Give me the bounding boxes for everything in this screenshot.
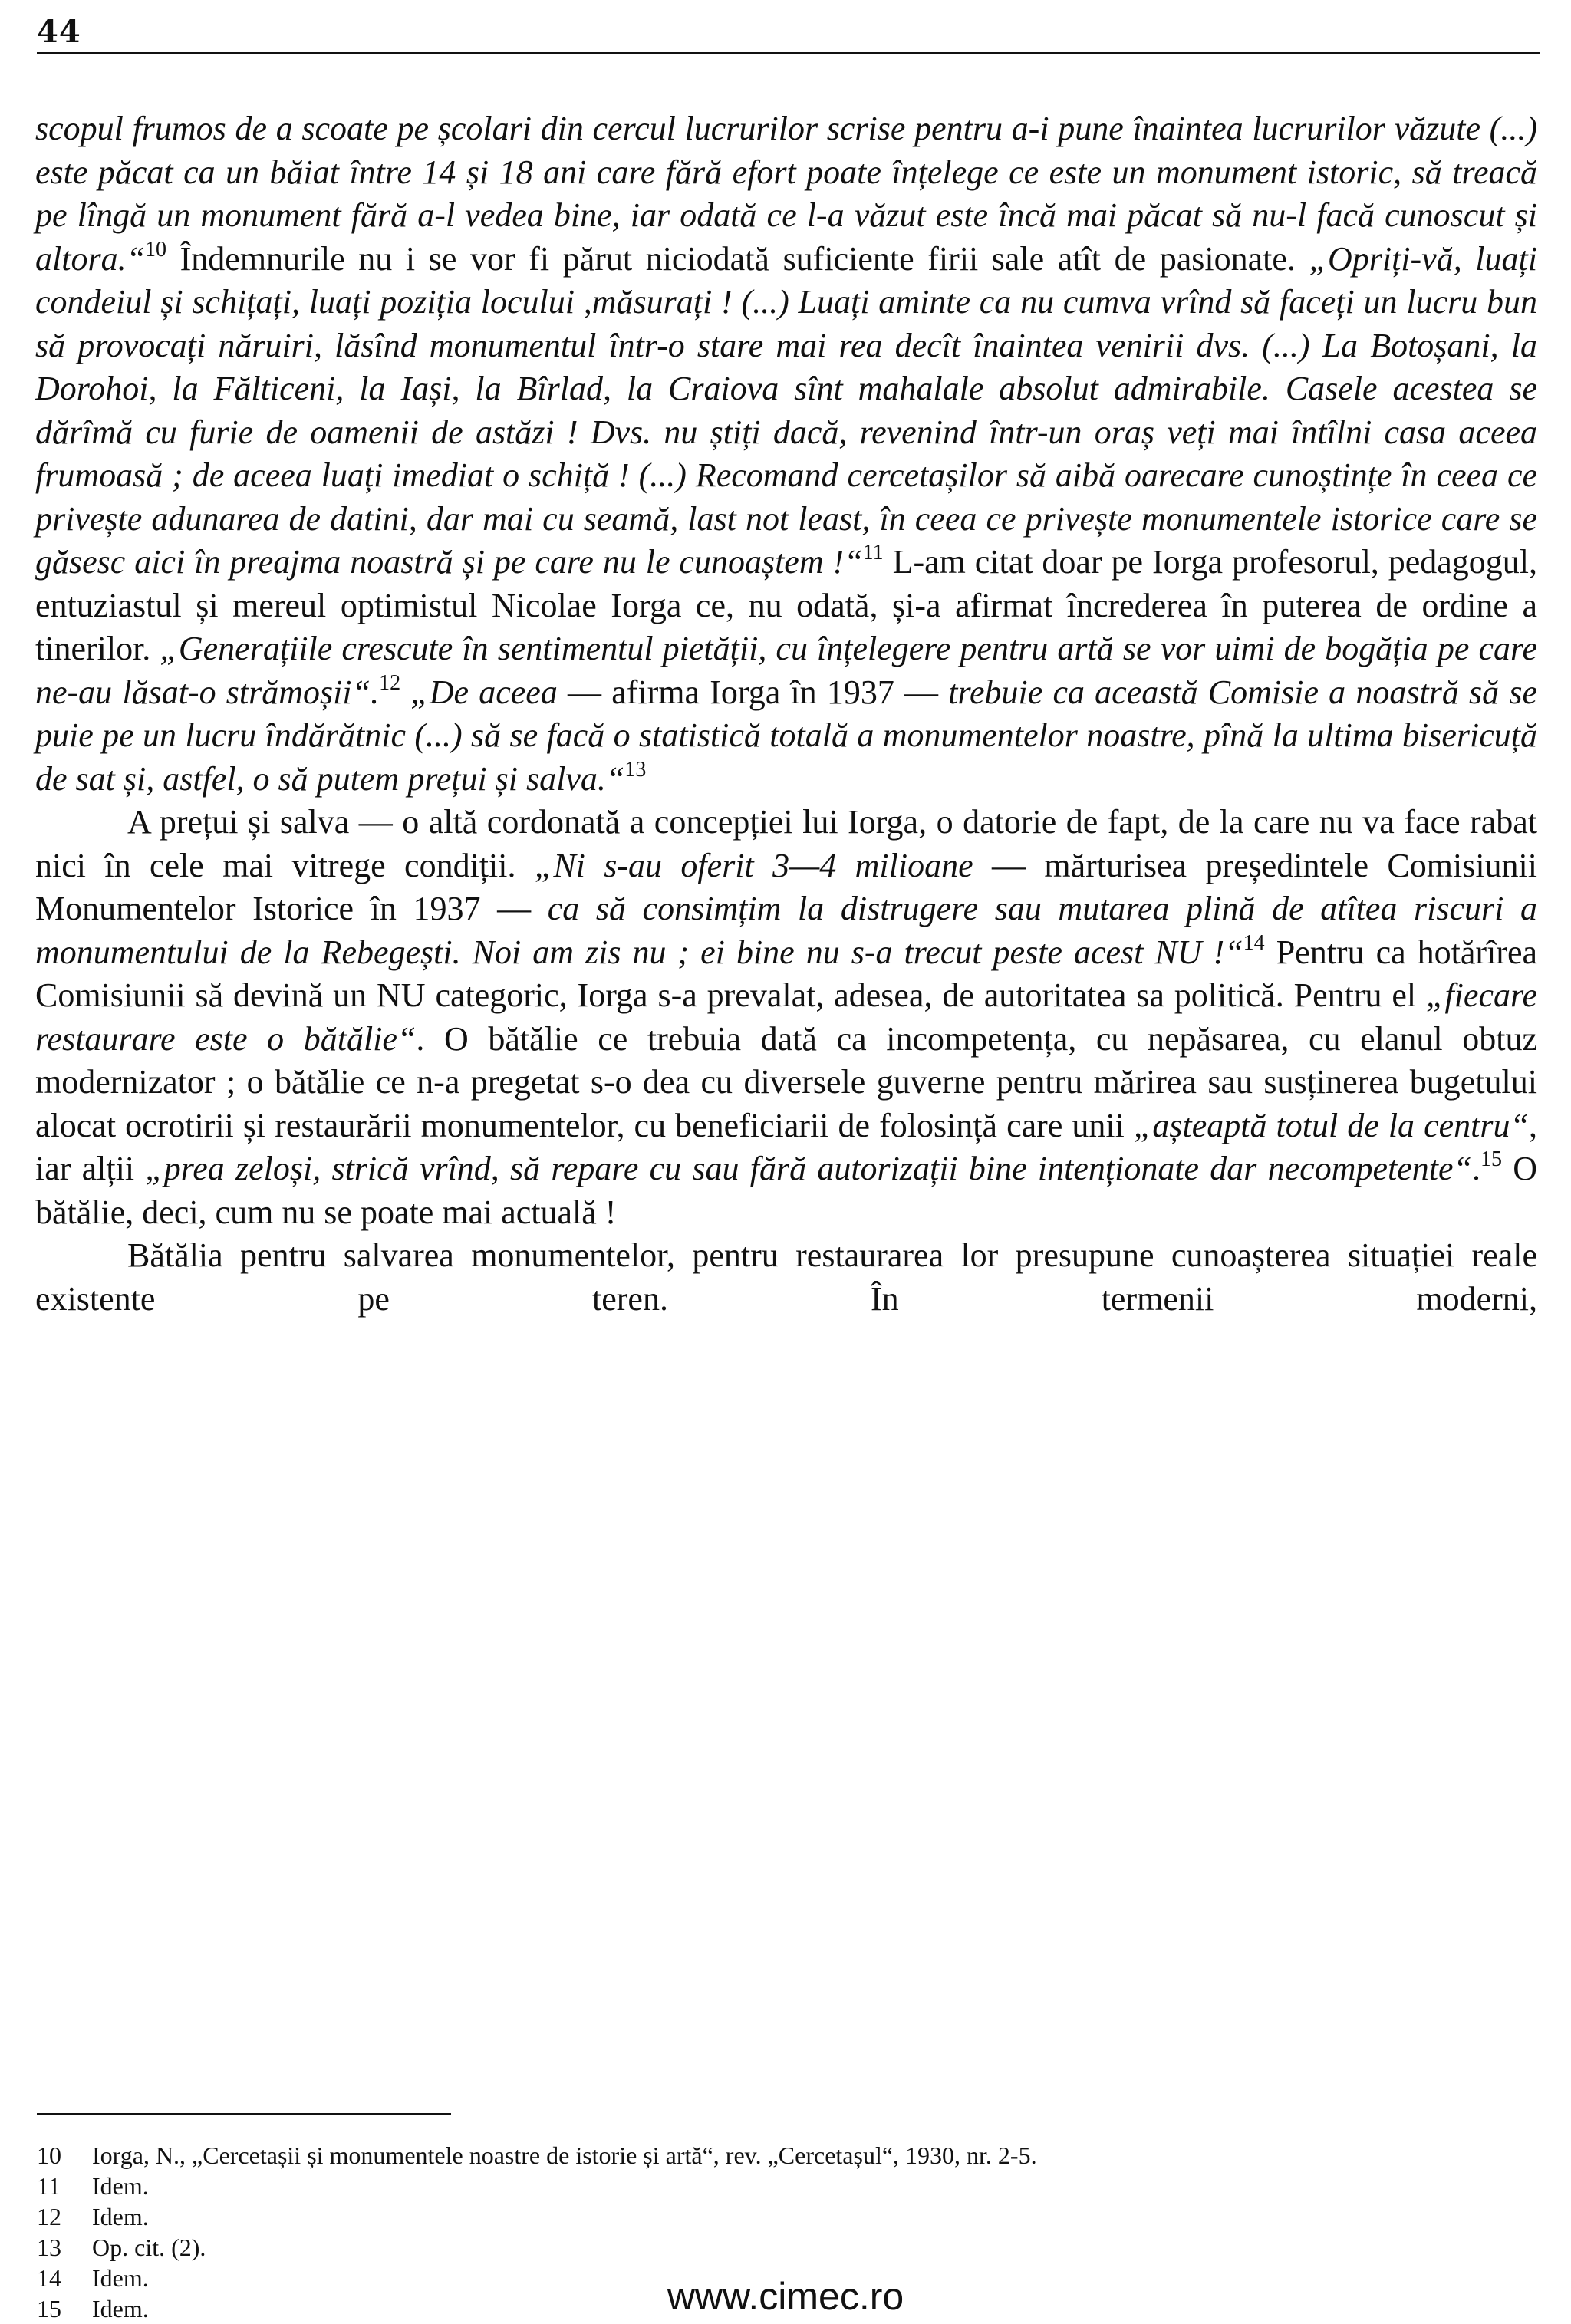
body-sentence: Îndemnurile nu i se vor fi părut niciodată suficiente firii sale atît de pasionate. — [166, 239, 1309, 278]
body-sentence: O bătălie, deci, cum nu se poate mai actuală ! — [35, 1150, 1538, 1231]
body-text — [35, 107, 1537, 1321]
site-url[interactable]: www.cimec.ro — [667, 2275, 904, 2318]
footnote-text: Idem. — [92, 2172, 149, 2200]
body-sentence: , iar alții — [35, 1106, 1537, 1187]
footnote-number: 13 — [37, 2233, 61, 2261]
footnote-number: 10 — [37, 2141, 61, 2169]
footnote-ref[interactable]: 15 — [1480, 1147, 1502, 1171]
footnote-number: 11 — [37, 2172, 61, 2200]
footnote-ref[interactable]: 13 — [624, 757, 647, 782]
footnote-text: Idem. — [92, 2264, 149, 2292]
quote-text: „Opriți-vă, luați condeiul și schițați, luați poziția locului ,măsurați ! (...) Luați aminte ca nu cumva vrînd să faceți un lucru bun să provocați năruiri, lăsînd monumentul într-o stare mai rea decît înaintea venirii dvs. (...) La Botoșani, la Dorohoi, la Fălticeni, la Iași, la Bîrlad, la Craiova sînt mahalale absolut admirabile. Casele acestea se dărîmă cu furie de oamenii de astăzi ! Dvs. nu știți dacă, revenind într-un oraș veți mai întîlni casa aceea frumoasă ; de aceea luați imediat o schiță ! (...) Recomand cercetașilor să aibă oarecare cunoștințe în ceea ce privește adunarea de datini, dar mai cu seamă, last not least, în ceea ce privește monumentele istorice care se găsesc aici în preajma noastră și pe care nu le cunoaștem !“ — [35, 239, 1537, 581]
body-sentence: Bătălia pentru salvarea monumentelor, pentru restaurarea lor presupune cunoașterea situației reale existente pe teren. În termenii moderni, — [35, 1236, 1537, 1318]
footnote-ref[interactable]: 10 — [145, 237, 167, 262]
footnote-number: 14 — [37, 2264, 61, 2292]
quote-text: „Generațiile crescute în sentimentul pietății, cu înțelegere pentru artă se vor uimi de bogăția pe care ne-au lăsat-o strămoșii“. — [35, 630, 1537, 711]
body-sentence: — mărturisea președintele Comisiunii Monumentelor Istorice în 1937 — — [35, 846, 1537, 927]
footnote-text: Idem. — [92, 2203, 149, 2230]
body-sentence: Pentru ca hotărîrea Comisiunii să devină un NU categoric, Iorga s-a prevalat, adesea, de autoritatea sa politică. Pentru el — [35, 933, 1538, 1014]
header-rule — [37, 52, 1540, 54]
quote-text: „Ni s-au oferit 3—4 milioane — [534, 846, 973, 884]
footnote-rule — [37, 2113, 451, 2115]
paragraph-1 — [35, 107, 1537, 801]
footnote-text: Idem. — [92, 2295, 149, 2322]
footnote-11 — [37, 2171, 1533, 2201]
page-number: 44 — [37, 14, 81, 50]
body-sentence: A prețui și salva — o altă cordonată a concepției lui Iorga, o datorie de fapt, de la care nu va face rabat nici în cele mai vitrege condiții. — [35, 803, 1537, 884]
body-sentence: L-am citat doar pe Iorga profesorul, pedagogul, entuziastul și mereul optimistul Nicolae Iorga ce, nu odată, și-a afirmat încrederea în puterea de ordine a tinerilor. — [35, 543, 1538, 667]
footnote-text: Op. cit. (2). — [92, 2233, 206, 2261]
footnote-number: 15 — [37, 2295, 61, 2322]
body-sentence: — afirma Iorga în 1937 — — [557, 673, 949, 711]
body-sentence: . — [1472, 1150, 1480, 1187]
quote-text: „așteaptă totul de la centru“ — [1133, 1106, 1529, 1144]
footnote-ref[interactable]: 12 — [379, 670, 401, 695]
footnote-text: Iorga, N., „Cercetașii și monumentele noastre de istorie și artă“, rev. „Cercetașul“, 1930, nr. 2-5. — [92, 2141, 1037, 2169]
quote-text: scopul frumos de a scoate pe școlari din cercul lucrurilor scrise pentru a-i pune înaintea lucrurilor văzute (...) este păcat ca un băiat între 14 și 18 ani care fără efort poate înțelege ce este un monument istoric, să treacă pe lîngă un monument fără a-l vedea bine, iar odată ce l-a văzut este încă mai păcat să nu-l facă cunoscut și altora.“ — [35, 110, 1537, 278]
footnote-12 — [37, 2201, 1533, 2232]
footnote-ref[interactable]: 14 — [1243, 930, 1265, 955]
footnote-10 — [37, 2140, 1533, 2171]
quote-text: „De aceea — [400, 673, 558, 711]
paragraph-2 — [35, 801, 1537, 1234]
footnote-13 — [37, 2232, 1533, 2263]
quote-text: „prea zeloși, strică vrînd, să repare cu sau fără autorizații bine intenționate dar necompetente“ — [145, 1150, 1472, 1187]
paragraph-3 — [35, 1234, 1537, 1321]
quote-text: trebuie ca această Comisie a noastră să se puie pe un lucru îndărătnic (...) să se facă o statistică totală a monumentelor noastre, pînă la ultima bisericuță de sat și, astfel, o să putem prețui și salva.“ — [35, 673, 1537, 798]
body-sentence: . O bătălie ce trebuia dată ca incompetența, cu nepăsarea, cu elanul obtuz modernizator ; o bătălie ce n-a pregetat s-o dea cu diversele guverne pentru mărirea sau susținerea bugetului alocat ocrotirii și restaurării monumentelor, cu beneficiarii de folosință care unii — [35, 1019, 1537, 1144]
quote-text: „fiecare restaurare este o bătălie“ — [35, 976, 1537, 1058]
quote-text: ca să consimțim la distrugere sau mutarea plină de atîtea riscuri a monumentului de la Rebegești. Noi am zis nu ; ei bine nu s-a trecut peste acest NU !“ — [35, 890, 1537, 971]
footnote-number: 12 — [37, 2203, 61, 2230]
footnote-ref[interactable]: 11 — [862, 541, 884, 565]
